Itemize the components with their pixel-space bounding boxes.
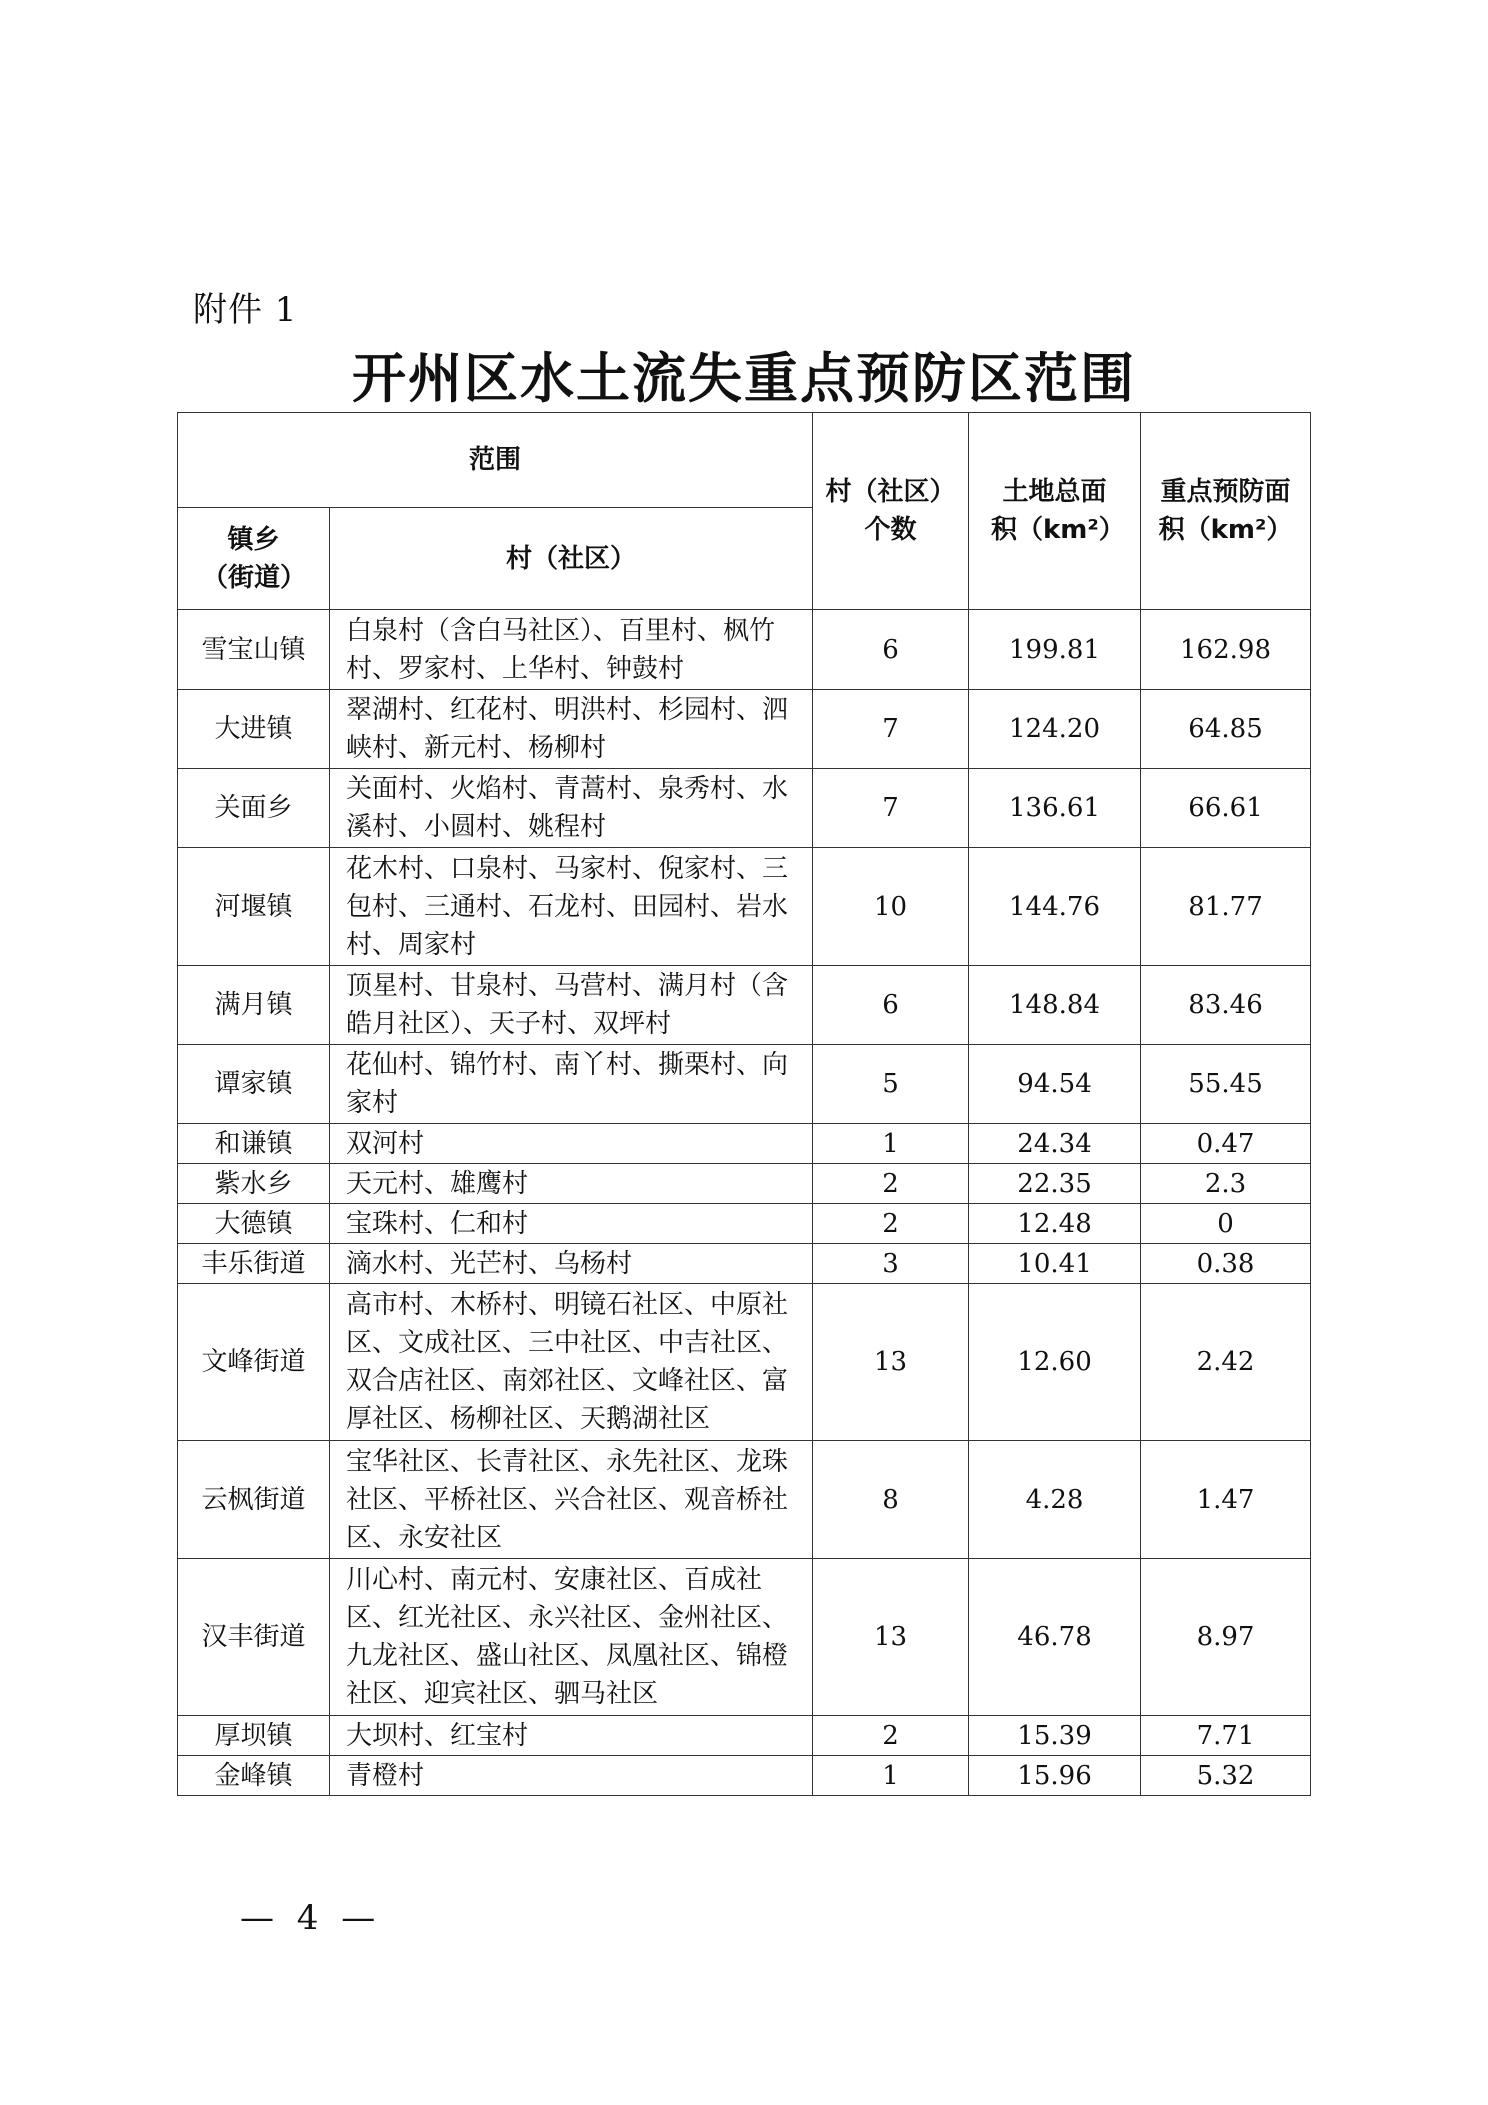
villages-cell: 滴水村、光芒村、乌杨村 xyxy=(330,1244,813,1284)
villages-cell: 双河村 xyxy=(330,1124,813,1164)
villages-cell: 天元村、雄鹰村 xyxy=(330,1164,813,1204)
prevention-area-cell: 0.38 xyxy=(1141,1244,1311,1284)
villages-cell: 花木村、口泉村、马家村、倪家村、三包村、三通村、石龙村、田园村、岩水村、周家村 xyxy=(330,848,813,966)
town-cell: 金峰镇 xyxy=(178,1756,330,1796)
town-cell: 和谦镇 xyxy=(178,1124,330,1164)
table-row xyxy=(178,966,1311,1045)
count-cell: 2 xyxy=(813,1204,969,1244)
count-cell: 13 xyxy=(813,1284,969,1441)
table-row xyxy=(178,1204,1311,1244)
land-area-cell: 124.20 xyxy=(969,690,1141,769)
prevention-area-cell: 7.71 xyxy=(1141,1716,1311,1756)
land-area-cell: 12.48 xyxy=(969,1204,1141,1244)
town-cell: 云枫街道 xyxy=(178,1441,330,1559)
villages-cell: 高市村、木桥村、明镜石社区、中原社区、文成社区、三中社区、中吉社区、双合店社区、南郊社区、文峰社区、富厚社区、杨柳社区、天鹅湖社区 xyxy=(330,1284,813,1441)
table-body xyxy=(178,610,1311,1796)
town-cell: 紫水乡 xyxy=(178,1164,330,1204)
land-area-cell: 15.96 xyxy=(969,1756,1141,1796)
attachment-label: 附件 1 xyxy=(193,290,298,330)
land-area-cell: 199.81 xyxy=(969,610,1141,690)
table-row xyxy=(178,1124,1311,1164)
count-cell: 6 xyxy=(813,610,969,690)
villages-cell: 宝珠村、仁和村 xyxy=(330,1204,813,1244)
prevention-area-cell: 2.42 xyxy=(1141,1284,1311,1441)
header-town: 镇乡（街道） xyxy=(178,508,330,610)
land-area-cell: 94.54 xyxy=(969,1045,1141,1124)
town-cell: 大德镇 xyxy=(178,1204,330,1244)
table-row xyxy=(178,690,1311,769)
land-area-cell: 136.61 xyxy=(969,769,1141,848)
villages-cell: 白泉村（含白马社区）、百里村、枫竹村、罗家村、上华村、钟鼓村 xyxy=(330,610,813,690)
land-area-cell: 144.76 xyxy=(969,848,1141,966)
page-number: — 4 — xyxy=(240,1898,382,1938)
town-cell: 关面乡 xyxy=(178,769,330,848)
table-row xyxy=(178,610,1311,690)
count-cell: 10 xyxy=(813,848,969,966)
header-count: 村（社区）个数 xyxy=(813,413,969,610)
town-cell: 满月镇 xyxy=(178,966,330,1045)
town-cell: 汉丰街道 xyxy=(178,1559,330,1716)
villages-cell: 川心村、南元村、安康社区、百成社区、红光社区、永兴社区、金州社区、九龙社区、盛山社区、凤凰社区、锦橙社区、迎宾社区、驷马社区 xyxy=(330,1559,813,1716)
table-row xyxy=(178,848,1311,966)
villages-cell: 大坝村、红宝村 xyxy=(330,1716,813,1756)
town-cell: 大进镇 xyxy=(178,690,330,769)
count-cell: 3 xyxy=(813,1244,969,1284)
count-cell: 8 xyxy=(813,1441,969,1559)
count-cell: 5 xyxy=(813,1045,969,1124)
town-cell: 河堰镇 xyxy=(178,848,330,966)
land-area-cell: 4.28 xyxy=(969,1441,1141,1559)
count-cell: 1 xyxy=(813,1756,969,1796)
prevention-area-cell: 8.97 xyxy=(1141,1559,1311,1716)
table-row xyxy=(178,1284,1311,1441)
table-row xyxy=(178,1441,1311,1559)
land-area-cell: 24.34 xyxy=(969,1124,1141,1164)
town-cell: 厚坝镇 xyxy=(178,1716,330,1756)
count-cell: 6 xyxy=(813,966,969,1045)
header-prevention-area: 重点预防面积（km²） xyxy=(1141,413,1311,610)
villages-cell: 宝华社区、长青社区、永先社区、龙珠社区、平桥社区、兴合社区、观音桥社区、永安社区 xyxy=(330,1441,813,1559)
prevention-area-cell: 83.46 xyxy=(1141,966,1311,1045)
prevention-area-cell: 55.45 xyxy=(1141,1045,1311,1124)
count-cell: 13 xyxy=(813,1559,969,1716)
land-area-cell: 10.41 xyxy=(969,1244,1141,1284)
town-cell: 雪宝山镇 xyxy=(178,610,330,690)
count-cell: 1 xyxy=(813,1124,969,1164)
prevention-area-table xyxy=(177,412,1311,1796)
table-row xyxy=(178,1756,1311,1796)
table-row xyxy=(178,769,1311,848)
prevention-area-cell: 0 xyxy=(1141,1204,1311,1244)
town-cell: 谭家镇 xyxy=(178,1045,330,1124)
table-row xyxy=(178,1045,1311,1124)
land-area-cell: 148.84 xyxy=(969,966,1141,1045)
table-row xyxy=(178,1244,1311,1284)
count-cell: 7 xyxy=(813,769,969,848)
villages-cell: 关面村、火焰村、青蒿村、泉秀村、水溪村、小圆村、姚程村 xyxy=(330,769,813,848)
prevention-area-cell: 5.32 xyxy=(1141,1756,1311,1796)
header-scope: 范围 xyxy=(178,413,813,508)
prevention-area-cell: 81.77 xyxy=(1141,848,1311,966)
land-area-cell: 22.35 xyxy=(969,1164,1141,1204)
prevention-area-cell: 162.98 xyxy=(1141,610,1311,690)
town-cell: 丰乐街道 xyxy=(178,1244,330,1284)
table-row xyxy=(178,1164,1311,1204)
prevention-area-cell: 64.85 xyxy=(1141,690,1311,769)
prevention-area-cell: 0.47 xyxy=(1141,1124,1311,1164)
villages-cell: 花仙村、锦竹村、南丫村、撕栗村、向家村 xyxy=(330,1045,813,1124)
count-cell: 7 xyxy=(813,690,969,769)
town-cell: 文峰街道 xyxy=(178,1284,330,1441)
villages-cell: 翠湖村、红花村、明洪村、杉园村、泗峡村、新元村、杨柳村 xyxy=(330,690,813,769)
table-row xyxy=(178,1716,1311,1756)
land-area-cell: 15.39 xyxy=(969,1716,1141,1756)
villages-cell: 顶星村、甘泉村、马营村、满月村（含皓月社区）、天子村、双坪村 xyxy=(330,966,813,1045)
count-cell: 2 xyxy=(813,1716,969,1756)
table-row xyxy=(178,1559,1311,1716)
land-area-cell: 12.60 xyxy=(969,1284,1141,1441)
header-villages: 村（社区） xyxy=(330,508,813,610)
prevention-area-cell: 2.3 xyxy=(1141,1164,1311,1204)
land-area-cell: 46.78 xyxy=(969,1559,1141,1716)
count-cell: 2 xyxy=(813,1164,969,1204)
prevention-area-cell: 1.47 xyxy=(1141,1441,1311,1559)
prevention-area-cell: 66.61 xyxy=(1141,769,1311,848)
header-land-area: 土地总面积（km²） xyxy=(969,413,1141,610)
villages-cell: 青橙村 xyxy=(330,1756,813,1796)
document-title: 开州区水土流失重点预防区范围 xyxy=(352,347,1136,410)
